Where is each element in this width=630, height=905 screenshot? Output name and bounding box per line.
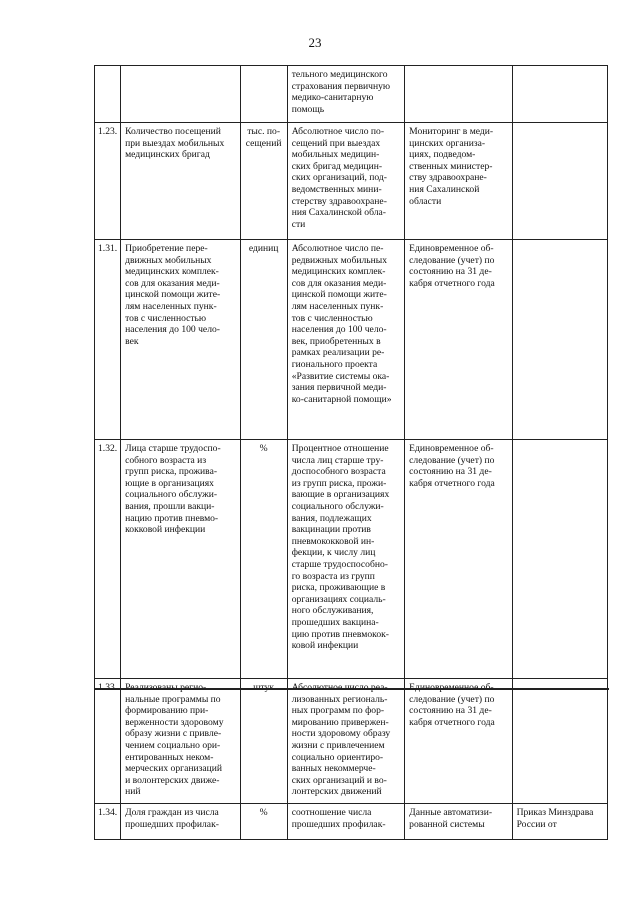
cell-text-line: век xyxy=(125,335,139,347)
cell-text-line: ного обслуживания, xyxy=(291,605,374,617)
row-number-cell: 1.23. xyxy=(95,123,121,240)
cell-text-line: % xyxy=(259,443,268,454)
cell-text-line: ющие в организациях xyxy=(125,477,214,489)
cell-text-line: медико-санитарную xyxy=(291,92,374,104)
cell-text-line: групп риска, прожива- xyxy=(125,466,218,478)
table-row xyxy=(95,679,608,804)
cell-text-line: цинских организа- xyxy=(409,137,486,149)
table-row xyxy=(95,123,608,240)
cell-text-line: России от xyxy=(516,818,557,830)
cell-text-line: редвижных мобильных xyxy=(291,254,388,266)
data-source-cell xyxy=(405,66,512,123)
cell-text-line: образу жизни с привле- xyxy=(125,728,222,740)
cell-text-line: ности здоровому образу xyxy=(291,728,391,740)
cell-text-line: следование (учет) по xyxy=(409,454,495,466)
cell-text-line: населения до 100 чело- xyxy=(291,324,387,336)
cell-text-line: соотношение числа xyxy=(291,807,372,818)
cell-text-line: сещений xyxy=(245,137,282,149)
cell-text-line: медицинских бригад xyxy=(125,149,210,161)
cell-text-line: старше трудоспособно- xyxy=(291,558,388,570)
row-number-cell xyxy=(95,66,121,123)
cell-text-line: ванных некоммерче- xyxy=(291,763,376,775)
cell-text-line: Данные автоматизи- xyxy=(409,807,493,818)
cell-text-line: вающие в организациях xyxy=(291,489,390,501)
cell-text-line: лям населенных пунк- xyxy=(125,300,217,312)
cell-text-line: Абсолютное число пе- xyxy=(291,243,384,254)
cell-text-line: нацию против пневмо- xyxy=(125,512,219,524)
calculation-method-cell xyxy=(287,679,404,804)
cell-text-line: пневмококковой ин- xyxy=(291,535,375,547)
table-row xyxy=(95,66,608,123)
cell-text-line: доспособного возраста xyxy=(291,466,386,478)
basis-cell xyxy=(512,123,607,240)
basis-cell xyxy=(512,804,607,840)
calculation-method-cell xyxy=(287,240,404,440)
cell-text-line: кабря отчетного года xyxy=(409,477,495,489)
cell-text-line: ских бригад медицин- xyxy=(291,160,383,172)
cell-text-line: Единовременное об- xyxy=(409,243,494,254)
cell-text-line: социального обслужи- xyxy=(291,500,384,512)
cell-text-line: кабря отчетного года xyxy=(409,716,495,728)
cell-text-line: рованной системы xyxy=(409,818,485,830)
cell-text-line: сти xyxy=(291,218,306,230)
cell-text-line: кокковой инфекции xyxy=(125,524,206,536)
cell-text-line: состоянию на 31 де- xyxy=(409,266,492,278)
cell-text-line: следование (учет) по xyxy=(409,693,495,705)
cell-text-line: сов для оказания меди- xyxy=(291,277,387,289)
cell-text-line: формированию при- xyxy=(125,705,209,717)
cell-text-line: Абсолютное число по- xyxy=(291,126,385,137)
cell-text-line: организациях социаль- xyxy=(291,593,386,605)
cell-text-line: следование (учет) по xyxy=(409,254,495,266)
cell-text-line: прошедших профилак- xyxy=(291,818,386,830)
cell-text-line: ских организаций, под- xyxy=(291,172,388,184)
cell-text-line: тов с численностью xyxy=(125,312,207,324)
cell-text-line: ведомственных мини- xyxy=(291,183,382,195)
table-body xyxy=(95,66,608,840)
cell-text-line: Лица старше трудоспо- xyxy=(125,443,221,454)
cell-text-line: цинской помощи жите- xyxy=(291,289,387,301)
cell-text-line: го возраста из групп xyxy=(291,570,375,582)
cell-text-line: тов с численностью xyxy=(291,312,373,324)
cell-text-line: вания, прошли вакци- xyxy=(125,500,215,512)
cell-text-line: Единовременное об- xyxy=(409,443,494,454)
cell-text-line: фекции, к числу лиц xyxy=(291,547,376,559)
table-row xyxy=(95,804,608,840)
cell-text-line: риска, проживающие в xyxy=(291,582,386,594)
cell-text-line: мобильных медицин- xyxy=(291,149,380,161)
cell-text-line: Процентное отношение xyxy=(291,443,389,454)
data-source-cell xyxy=(405,679,512,804)
cell-text-line: ственных министер- xyxy=(409,160,493,172)
cell-text-line: прошедших вакцина- xyxy=(291,616,379,628)
cell-text-line: страхования первичную xyxy=(291,80,391,92)
cell-text-line: Приобретение пере- xyxy=(125,243,208,254)
basis-cell xyxy=(512,66,607,123)
data-source-cell xyxy=(405,440,512,679)
basis-cell xyxy=(512,440,607,679)
cell-text-line: кабря отчетного года xyxy=(409,277,495,289)
cell-text-line: числа лиц старше тру- xyxy=(291,454,384,466)
cell-text-line: ских организаций и во- xyxy=(291,774,387,786)
cell-text-line: прошедших профилак- xyxy=(125,818,219,830)
cell-text-line: нальные программы по xyxy=(125,693,221,705)
calculation-method-cell xyxy=(287,440,404,679)
cell-text-line: сещений при выездах xyxy=(291,137,381,149)
cell-text-line: состоянию на 31 де- xyxy=(409,705,492,717)
cell-text-line: ентированных неком- xyxy=(125,751,214,763)
data-source-cell xyxy=(405,123,512,240)
cell-text-line: Приказ Минздрава xyxy=(516,807,594,818)
cell-text-line: медицинских комплек- xyxy=(291,266,386,278)
cell-text-line: лизованных региональ- xyxy=(291,693,388,705)
row-number-cell: 1.31. xyxy=(95,240,121,440)
cell-text-line: ний xyxy=(125,786,141,798)
table-row xyxy=(95,440,608,679)
indicator-name-cell xyxy=(121,66,240,123)
row-divider-1-33 xyxy=(94,688,609,690)
data-source-cell xyxy=(405,240,512,440)
indicator-name-cell xyxy=(121,679,240,804)
cell-text-line: мированию привержен- xyxy=(291,716,389,728)
cell-text-line: социально ориентиро- xyxy=(291,751,384,763)
cell-text-line: единиц xyxy=(248,243,279,254)
cell-text-line: верженности здоровому xyxy=(125,716,224,728)
cell-text-line: гионального проекта xyxy=(291,358,378,370)
cell-text-line: социального обслужи- xyxy=(125,489,218,501)
cell-text-line: чением социально ори- xyxy=(125,739,221,751)
cell-text-line: при выездах мобильных xyxy=(125,137,225,149)
indicator-name-cell xyxy=(121,240,240,440)
cell-text-line: лонтерских движений xyxy=(291,786,382,798)
cell-text-line: и волонтерских движе- xyxy=(125,774,220,786)
cell-text-line: движных мобильных xyxy=(125,254,212,266)
row-number-cell: 1.34. xyxy=(95,804,121,840)
row-number-cell: 1.32. xyxy=(95,440,121,679)
unit-cell xyxy=(240,123,287,240)
cell-text-line: рамках реализации ре- xyxy=(291,347,385,359)
cell-text-line: населения до 100 чело- xyxy=(125,324,220,336)
cell-text-line: области xyxy=(409,195,442,207)
cell-text-line: % xyxy=(259,807,268,818)
page-number: 23 xyxy=(308,35,322,50)
basis-cell xyxy=(512,240,607,440)
cell-text-line: сов для оказания меди- xyxy=(125,277,220,289)
cell-text-line: тыс. по- xyxy=(247,126,281,137)
unit-cell xyxy=(240,679,287,804)
cell-text-line: Количество посещений xyxy=(125,126,221,137)
calculation-method-cell xyxy=(287,804,404,840)
cell-text-line: циях, подведом- xyxy=(409,149,476,161)
unit-cell xyxy=(240,66,287,123)
cell-text-line: вания, подлежащих xyxy=(291,512,372,524)
indicator-name-cell xyxy=(121,440,240,679)
cell-text-line: состоянию на 31 де- xyxy=(409,466,492,478)
indicator-name-cell xyxy=(121,804,240,840)
cell-text-line: цию против пневмокок- xyxy=(291,628,389,640)
cell-text-line: собного возраста из xyxy=(125,454,207,466)
indicator-name-cell xyxy=(121,123,240,240)
cell-text-line: ко-санитарной помощи» xyxy=(291,393,392,405)
cell-text-line: вакцинации против xyxy=(291,524,371,536)
cell-text-line: ству здравоохране- xyxy=(409,172,487,184)
cell-text-line: ния Сахалинской обла- xyxy=(291,207,386,219)
unit-cell xyxy=(240,240,287,440)
unit-cell xyxy=(240,440,287,679)
row-number-cell xyxy=(95,679,121,804)
cell-text-line: ковой инфекции xyxy=(291,640,359,652)
cell-text-line: помощь xyxy=(291,103,325,115)
cell-text-line: лям населенных пунк- xyxy=(291,300,384,312)
cell-text-line: из групп риска, прожи- xyxy=(291,477,387,489)
cell-text-line: мерческих организаций xyxy=(125,763,223,775)
unit-cell xyxy=(240,804,287,840)
data-source-cell xyxy=(405,804,512,840)
cell-text-line: «Развитие системы ока- xyxy=(291,370,390,382)
cell-text-line: стерству здравоохране- xyxy=(291,195,387,207)
cell-text-line: Доля граждан из числа xyxy=(125,807,219,818)
basis-cell xyxy=(512,679,607,804)
cell-text-line: Мониторинг в меди- xyxy=(409,126,494,137)
cell-text-line: зания первичной меди- xyxy=(291,382,387,394)
table-row xyxy=(95,240,608,440)
calculation-method-cell xyxy=(287,66,404,123)
cell-text-line: жизни с привлечением xyxy=(291,739,385,751)
cell-text-line: медицинских комплек- xyxy=(125,266,219,278)
indicators-table xyxy=(94,65,608,840)
cell-text-line: цинской помощи жите- xyxy=(125,289,221,301)
cell-text-line: ния Сахалинской xyxy=(409,183,480,195)
cell-text-line: ных программ по фор- xyxy=(291,705,385,717)
calculation-method-cell xyxy=(287,123,404,240)
cell-text-line: век, приобретенных в xyxy=(291,335,381,347)
cell-text-line: тельного медицинского xyxy=(291,69,388,80)
